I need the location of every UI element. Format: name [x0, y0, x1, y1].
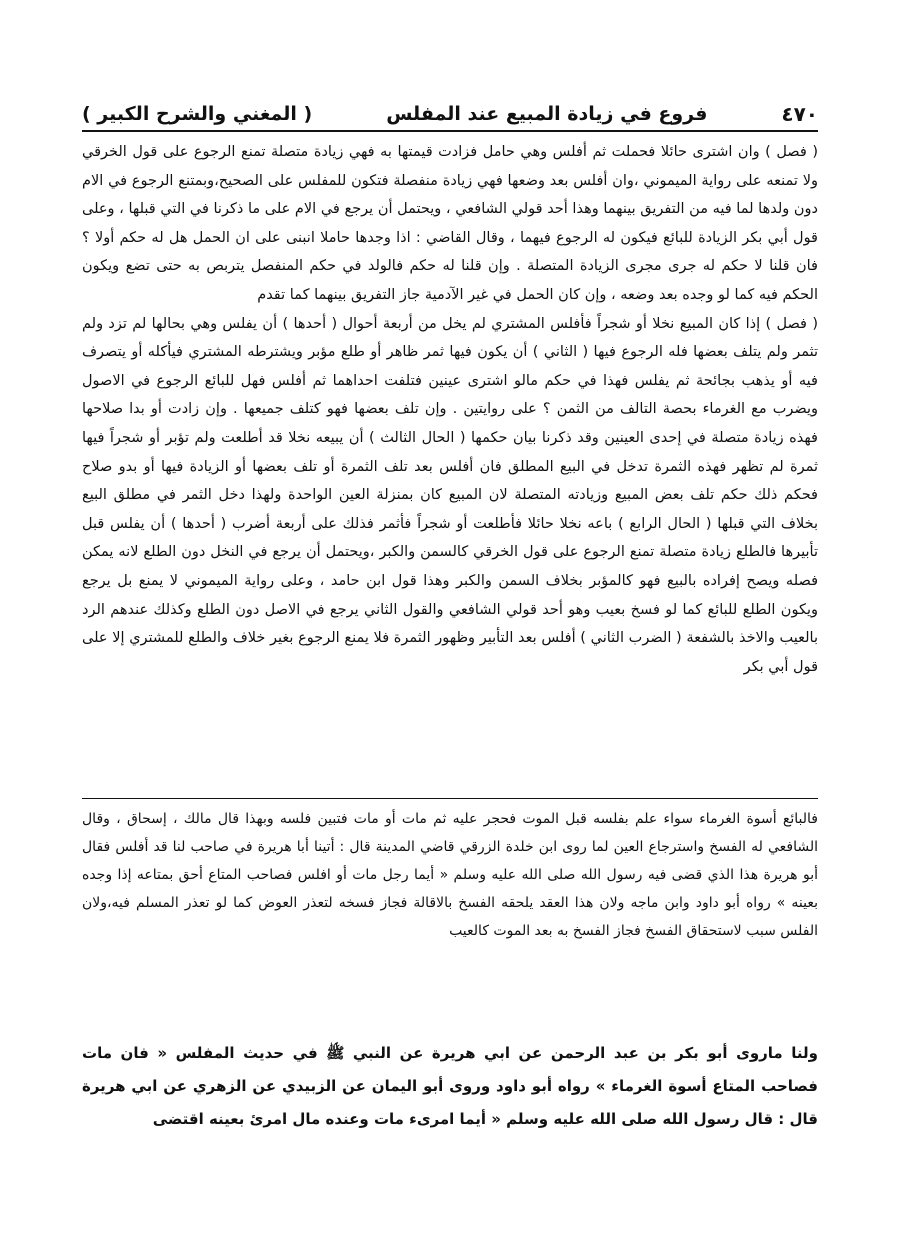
page-header: [82, 96, 818, 132]
header-rule: [82, 130, 818, 132]
section-divider: [82, 798, 818, 799]
chapter-title: فروع في زيادة المبيع عند المفلس: [386, 103, 708, 125]
book-page: [82, 96, 818, 1216]
book-title: ( المغني والشرح الكبير ): [82, 103, 313, 125]
commentary-text: [82, 805, 818, 1029]
page-number: ٤٧٠: [781, 102, 818, 126]
bottom-text: [82, 1037, 818, 1175]
main-text: [82, 138, 818, 796]
paragraph: ولنا ماروى أبو بكر بن عبد الرحمن عن ابي هريرة عن النبي ﷺ في حديث المفلس « فان مات فصاحب المتاع أسوة الغرماء » رواه أبو داود وروى أبو اليمان عن الزبيدي عن الزهري عن ابي هريرة قال : قال رسول الله صلى الله عليه وسلم « أيما امرىء مات وعنده مال امرئ بعينه اقتضى: [82, 1044, 818, 1128]
paragraph: فالبائع أسوة الغرماء سواء علم بفلسه قبل الموت فحجر عليه ثم مات أو مات فتبين فلسه وبهذا قال مالك ، إسحاق ، وقال الشافعي له الفسخ واسترجاع العين لما روى ابن خلدة الزرقي قاضي المدينة قال : أتينا أبا هريرة في صاحب لنا قد أفلس فقال أبو هريرة هذا الذي قضى فيه رسول الله صلى الله عليه وسلم « أيما رجل مات أو افلس فصاحب المتاع أحق بمتاعه إذا وجده بعينه » رواه أبو داود وابن ماجه ولان هذا العقد يلحقه الفسخ بالاقالة فجاز فسخه لتعذر العوض كما لو تعذر المسلم فيه،ولان الفلس سبب لاستحقاق الفسخ فجاز الفسخ به بعد الموت كالعيب: [82, 811, 818, 939]
paragraph: ( فصل ) وان اشترى حائلا فحملت ثم أفلس وهي حامل فزادت قيمتها به فهي زيادة متصلة تمنع الرجوع على قول الخرقي ولا تمنعه على رواية الميموني ،وان أفلس بعد وضعها فهي زيادة منفصلة فتكون للمفلس على الصحيح،وبمتنع الرجوع في الام دون ولدها لما فيه من التفريق بينهما وهذا أحد قولي الشافعي ، ويحتمل أن يرجع في الام على ما ذكرنا في التي قبلها ، وعلى قول أبي بكر الزيادة للبائع فيكون له الرجوع فيهما ، وقال القاضي : اذا وجدها حاملا انبنى على ان الحمل هل له حكم أولا ؟ فان قلنا لا حكم له جرى مجرى الزيادة المتصلة . وإن قلنا له حكم فالولد في حكم المنفصل يتربص به حتى تضع ويكون الحكم فيه كما لو وجده بعد وضعه ، وإن كان الحمل في غير الآدمية جاز التفريق بينهما كما تقدم: [82, 144, 818, 303]
paragraph: ( فصل ) إذا كان المبيع نخلا أو شجراً فأفلس المشتري لم يخل من أربعة أحوال ( أحدها ) أن يفلس وهي بحالها لم تزد ولم تثمر ولم يتلف بعضها فله الرجوع فيها ( الثاني ) أن يكون فيها ثمر ظاهر أو طلع مؤبر ويشترطه المشتري فيأكله أو يتصرف فيه أو يذهب بجائحة ثم يفلس فهذا في حكم مالو اشترى عينين فتلفت احداهما ثم أفلس فهل للبائع الرجوع في الاصول ويضرب مع الغرماء بحصة التالف من الثمن ؟ على روايتين . وإن تلف بعضها فهو كتلف جميعها . وإن زادت أو بدا صلاحها فهذه زيادة متصلة في إحدى العينين وقد ذكرنا بيان حكمها ( الحال الثالث ) أن يبيعه نخلا قد أطلعت ولم تؤبر أو شجراً فيها ثمرة لم تظهر فهذه الثمرة تدخل في البيع المطلق فان أفلس بعد تلف الثمرة أو تلف بعضها أو الزيادة فيها أو بدو صلاح فحكم ذلك حكم تلف بعض المبيع وزيادته المتصلة لان المبيع كان بمنزلة العين الواحدة ولهذا دخل الثمر في مطلق البيع بخلاف التي قبلها ( الحال الرابع ) باعه نخلا حائلا فأطلعت أو شجراً فأثمر فذلك على أربعة أضرب ( أحدها ) أن يفلس قبل تأبيرها فالطلع زيادة متصلة تمنع الرجوع على قول الخرقي كالسمن والكبر ،ويحتمل أن يرجع في النخل دون الطلع لانه يمكن فصله ويصح إفراده بالبيع فهو كالمؤبر بخلاف السمن والكبر وهذا قول ابن حامد ، وعلى رواية الميموني لا يمنع بل يرجع ويكون الطلع للبائع كما لو فسخ بعيب وهو أحد قولي الشافعي والقول الثاني يرجع في الاصل دون الطلع وكذلك عندهم الرد بالعيب والاخذ بالشفعة ( الضرب الثاني ) أفلس بعد التأبير وظهور الثمرة فلا يمنع الرجوع بغير خلاف والطلع للمشتري إلا على قول أبي بكر: [82, 315, 818, 675]
